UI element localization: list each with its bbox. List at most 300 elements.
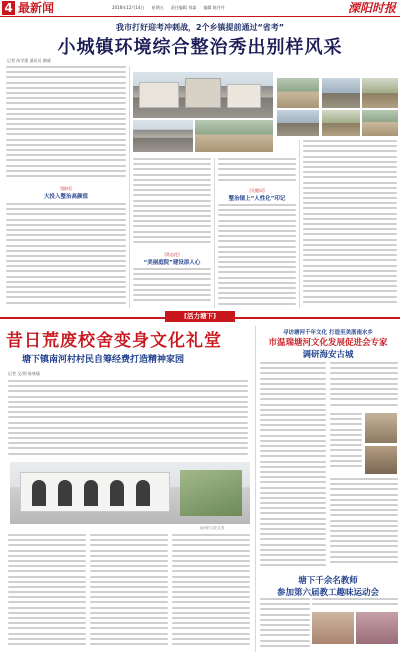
- section-tab: [活力塘下]: [165, 311, 235, 322]
- body-text-line: [8, 422, 248, 424]
- body-text-line: [8, 385, 248, 387]
- body-text-line: [260, 619, 310, 621]
- body-text-line: [218, 271, 296, 273]
- body-text-line: [303, 265, 397, 267]
- lead-photo-street-2: [133, 120, 193, 152]
- body-text-line: [6, 154, 126, 156]
- paper-logo: 溧阳时报: [347, 1, 396, 15]
- body-text-line: [303, 301, 397, 303]
- r-article-2-body-b: [312, 598, 398, 610]
- body-text-line: [330, 499, 398, 501]
- inline-heading-text: “美丽庭院”建设添人心: [143, 260, 201, 266]
- lead-inline-heading-1: [6, 186, 126, 200]
- body-text-line: [260, 440, 326, 442]
- body-text-line: [6, 260, 126, 262]
- body-text-line: [260, 378, 326, 380]
- body-text-line: [330, 367, 398, 369]
- body-text-line: [172, 576, 250, 578]
- body-text-line: [133, 215, 211, 217]
- body-text-line: [330, 372, 398, 374]
- body-text-line: [8, 447, 248, 449]
- body-text-line: [330, 540, 398, 542]
- photo-building: [139, 82, 179, 108]
- body-text-line: [90, 565, 168, 567]
- body-text-line: [260, 409, 326, 411]
- body-text-line: [8, 586, 86, 588]
- body-text-line: [6, 76, 126, 78]
- body-text-line: [303, 161, 397, 163]
- body-text-line: [6, 82, 126, 84]
- body-text-line: [260, 492, 326, 494]
- body-text-line: [330, 514, 398, 516]
- body-text-line: [260, 372, 326, 374]
- body-text-line: [218, 251, 296, 253]
- body-text-line: [303, 197, 397, 199]
- body-text-line: [6, 144, 126, 146]
- body-text-line: [330, 509, 398, 511]
- body-text-line: [260, 549, 326, 551]
- lead-body-col3: [218, 158, 296, 186]
- b-article-body-col2: [90, 534, 168, 652]
- body-text-line: [8, 622, 86, 624]
- body-text-line: [90, 570, 168, 572]
- body-text-line: [260, 445, 326, 447]
- body-text-line: [303, 233, 397, 235]
- body-text-line: [8, 638, 86, 640]
- body-text-line: [172, 617, 250, 619]
- body-text-line: [172, 612, 250, 614]
- lead-body-col1: [6, 66, 126, 184]
- body-text-line: [330, 488, 398, 490]
- body-text-line: [133, 289, 211, 291]
- body-text-line: [260, 544, 326, 546]
- r-article-1-body-col1: [260, 362, 326, 570]
- lead-body-col4: [303, 140, 397, 308]
- body-text-line: [172, 560, 250, 562]
- body-text-line: [90, 560, 168, 562]
- body-text-line: [8, 576, 86, 578]
- body-text-line: [218, 230, 296, 232]
- body-text-line: [6, 102, 126, 104]
- body-text-line: [218, 261, 296, 263]
- body-text-line: [8, 453, 248, 455]
- body-text-line: [6, 159, 126, 161]
- body-text-line: [330, 556, 398, 558]
- lead-photo-street: [133, 72, 273, 118]
- body-text-line: [133, 294, 211, 296]
- body-text-line: [172, 622, 250, 624]
- body-text-line: [330, 383, 398, 385]
- column-rule: [129, 66, 130, 308]
- body-text-line: [133, 236, 211, 238]
- lead-headline: 小城镇环境综合整治秀出别样风采: [57, 37, 343, 58]
- body-text-line: [260, 362, 326, 364]
- body-text-line: [260, 497, 326, 499]
- body-text-line: [330, 561, 398, 563]
- body-text-line: [260, 564, 326, 566]
- lead-photo-small-6: [362, 110, 398, 136]
- body-text-line: [303, 280, 397, 282]
- body-text-line: [218, 235, 296, 237]
- body-text-line: [260, 393, 326, 395]
- masthead-meta: [112, 5, 231, 11]
- body-text-line: [330, 460, 362, 462]
- body-text-line: [6, 97, 126, 99]
- body-text-line: [90, 539, 168, 541]
- body-text-line: [6, 296, 126, 298]
- body-text-line: [303, 228, 397, 230]
- body-text-line: [133, 163, 211, 165]
- body-text-line: [260, 455, 326, 457]
- body-text-line: [6, 286, 126, 288]
- body-text-line: [218, 179, 296, 181]
- body-text-line: [8, 617, 86, 619]
- body-text-line: [8, 601, 86, 603]
- body-text-line: [8, 591, 86, 593]
- body-text-line: [133, 278, 211, 280]
- body-text-line: [260, 629, 310, 631]
- body-text-line: [6, 265, 126, 267]
- body-text-line: [260, 471, 326, 473]
- body-text-line: [8, 380, 248, 382]
- body-text-line: [330, 449, 362, 451]
- body-text-line: [260, 424, 326, 426]
- body-text-line: [330, 404, 398, 406]
- body-text-line: [6, 66, 126, 68]
- body-text-line: [218, 246, 296, 248]
- r-article-2-heading: [258, 574, 398, 598]
- body-text-line: [303, 145, 397, 147]
- r-article-2-title-line1: 塘下千余名教师: [298, 576, 358, 586]
- body-text-line: [90, 617, 168, 619]
- body-text-line: [133, 241, 211, 243]
- body-text-line: [303, 285, 397, 287]
- r-article-1-photo-1: [365, 413, 397, 443]
- body-text-line: [330, 525, 398, 527]
- lead-body-col3b: [218, 204, 296, 308]
- body-text-line: [133, 194, 211, 196]
- r-article-2-photo-1: [312, 612, 354, 644]
- body-text-line: [6, 302, 126, 304]
- body-text-line: [260, 507, 326, 509]
- body-text-line: [8, 612, 86, 614]
- body-text-line: [330, 504, 398, 506]
- body-text-line: [8, 555, 86, 557]
- body-text-line: [260, 533, 326, 535]
- body-text-line: [260, 538, 326, 540]
- b-article-subtitle: 塘下镇南河村村民自筹经费打造精神家园: [22, 355, 185, 365]
- body-text-line: [218, 266, 296, 268]
- body-text-line: [303, 140, 397, 142]
- body-text-line: [172, 570, 250, 572]
- body-text-line: [172, 638, 250, 640]
- body-text-line: [8, 442, 248, 444]
- body-text-line: [303, 290, 397, 292]
- body-text-line: [218, 214, 296, 216]
- body-text-line: [8, 416, 248, 418]
- body-text-line: [260, 640, 310, 642]
- body-text-line: [133, 205, 211, 207]
- body-text-line: [218, 204, 296, 206]
- body-text-line: [303, 182, 397, 184]
- body-text-line: [90, 555, 168, 557]
- body-text-line: [303, 249, 397, 251]
- body-text-line: [303, 218, 397, 220]
- lead-photo-street-3: [195, 120, 273, 152]
- body-text-line: [303, 176, 397, 178]
- lead-body-col2b: [133, 268, 211, 308]
- body-text-line: [90, 596, 168, 598]
- body-text-line: [6, 239, 126, 241]
- lead-photo-small-3: [362, 78, 398, 108]
- lead-photo-small-4: [277, 110, 319, 136]
- body-text-line: [133, 268, 211, 270]
- body-text-line: [303, 259, 397, 261]
- body-text-line: [90, 550, 168, 552]
- body-text-line: [330, 362, 398, 364]
- body-text-line: [8, 427, 248, 429]
- r-article-1-title-line1: 市温瑞塘河文化发展促进会专家: [268, 338, 388, 348]
- body-text-line: [6, 245, 126, 247]
- body-text-line: [6, 149, 126, 151]
- page-number: 4: [2, 1, 15, 15]
- body-text-line: [6, 123, 126, 125]
- body-text-line: [303, 192, 397, 194]
- body-text-line: [90, 581, 168, 583]
- body-text-line: [303, 187, 397, 189]
- body-text-line: [90, 534, 168, 536]
- body-text-line: [133, 158, 211, 160]
- body-text-line: [172, 555, 250, 557]
- body-text-line: [218, 168, 296, 170]
- b-article-headline: 昔日荒废校舍变身文化礼堂: [6, 331, 222, 351]
- body-text-line: [260, 461, 326, 463]
- body-text-line: [6, 213, 126, 215]
- body-text-line: [133, 273, 211, 275]
- body-text-line: [303, 296, 397, 298]
- body-text-line: [90, 638, 168, 640]
- r-article-1-subtitle: 寻访塘河千年文化 打造至美浙南水乡: [283, 330, 373, 336]
- column-rule: [214, 158, 215, 308]
- body-text-line: [260, 383, 326, 385]
- r-article-1-body-col2c: [330, 478, 398, 570]
- body-text-line: [260, 512, 326, 514]
- body-text-line: [260, 388, 326, 390]
- body-text-line: [90, 643, 168, 645]
- body-text-line: [6, 208, 126, 210]
- r-article-1-body-col2: [330, 362, 398, 412]
- body-text-line: [172, 550, 250, 552]
- section-title: 最新闻: [18, 1, 55, 15]
- body-text-line: [303, 213, 397, 215]
- body-text-line: [330, 393, 398, 395]
- designer-credit: 编辑 陈丹丹: [203, 5, 225, 10]
- body-text-line: [260, 429, 326, 431]
- body-text-line: [260, 476, 326, 478]
- body-text-line: [172, 601, 250, 603]
- body-text-line: [218, 220, 296, 222]
- body-text-line: [218, 256, 296, 258]
- body-text-line: [8, 544, 86, 546]
- body-text-line: [90, 586, 168, 588]
- body-text-line: [330, 398, 398, 400]
- body-text-line: [8, 560, 86, 562]
- body-text-line: [218, 240, 296, 242]
- body-text-line: [8, 607, 86, 609]
- body-text-line: [218, 158, 296, 160]
- body-text-line: [133, 179, 211, 181]
- body-text-line: [8, 406, 248, 408]
- body-text-line: [172, 565, 250, 567]
- body-text-line: [260, 487, 326, 489]
- body-text-line: [172, 607, 250, 609]
- body-text-line: [6, 250, 126, 252]
- issue-date: 2018年12月14日: [112, 5, 145, 10]
- body-text-line: [172, 534, 250, 536]
- body-text-line: [218, 209, 296, 211]
- body-text-line: [218, 282, 296, 284]
- body-text-line: [8, 581, 86, 583]
- body-text-line: [260, 404, 326, 406]
- body-text-line: [8, 396, 248, 398]
- body-text-line: [90, 591, 168, 593]
- body-text-line: [260, 624, 310, 626]
- body-text-line: [8, 401, 248, 403]
- body-text-line: [90, 612, 168, 614]
- body-text-line: [6, 139, 126, 141]
- body-text-line: [133, 200, 211, 202]
- body-text-line: [330, 413, 362, 415]
- body-text-line: [330, 494, 398, 496]
- body-text-line: [172, 596, 250, 598]
- lead-body-col2: [133, 158, 211, 250]
- body-text-line: [133, 284, 211, 286]
- body-text-line: [90, 607, 168, 609]
- body-text-line: [133, 168, 211, 170]
- body-text-line: [330, 378, 398, 380]
- body-text-line: [172, 544, 250, 546]
- lead-body-col1b: [6, 203, 126, 311]
- inline-heading-text: 整治镜上“人性化”印记: [228, 196, 286, 202]
- body-text-line: [260, 554, 326, 556]
- body-text-line: [8, 437, 248, 439]
- lead-inline-heading-3: [218, 188, 296, 202]
- body-text-line: [90, 601, 168, 603]
- body-text-line: [330, 418, 362, 420]
- b-article-photo: [10, 462, 250, 524]
- body-text-line: [6, 234, 126, 236]
- body-text-line: [303, 171, 397, 173]
- body-text-line: [218, 163, 296, 165]
- body-text-line: [218, 292, 296, 294]
- body-text-line: [90, 633, 168, 635]
- column-rule: [299, 140, 300, 308]
- body-text-line: [6, 113, 126, 115]
- body-text-line: [330, 520, 398, 522]
- body-text-line: [303, 275, 397, 277]
- lead-photo-small-2: [322, 78, 360, 108]
- body-text-line: [6, 203, 126, 205]
- photo-arch: [110, 480, 124, 506]
- body-text-line: [172, 643, 250, 645]
- body-text-line: [6, 270, 126, 272]
- body-text-line: [260, 414, 326, 416]
- body-text-line: [330, 478, 398, 480]
- b-article-body-col1: [8, 534, 86, 652]
- r-article-2-photo-2: [356, 612, 398, 644]
- body-text-line: [8, 565, 86, 567]
- body-text-line: [330, 551, 398, 553]
- body-text-line: [133, 220, 211, 222]
- r-article-2-body: [260, 598, 310, 652]
- body-text-line: [172, 581, 250, 583]
- body-text-line: [6, 175, 126, 177]
- body-text-line: [218, 287, 296, 289]
- inline-tag: [关键词]: [249, 188, 265, 193]
- body-text-line: [133, 184, 211, 186]
- body-text-line: [6, 133, 126, 135]
- body-text-line: [172, 586, 250, 588]
- body-text-line: [8, 539, 86, 541]
- lead-photo-small-1: [277, 78, 319, 108]
- r-article-1-photo-2: [365, 446, 397, 474]
- body-text-line: [260, 608, 310, 610]
- body-text-line: [133, 189, 211, 191]
- photo-arch: [136, 480, 150, 506]
- body-text-line: [6, 170, 126, 172]
- body-text-line: [6, 71, 126, 73]
- body-text-line: [260, 523, 326, 525]
- body-text-line: [260, 603, 310, 605]
- body-text-line: [260, 466, 326, 468]
- body-text-line: [8, 643, 86, 645]
- body-text-line: [330, 439, 362, 441]
- body-text-line: [6, 128, 126, 130]
- body-text-line: [218, 174, 296, 176]
- body-text-line: [172, 633, 250, 635]
- body-text-line: [303, 244, 397, 246]
- body-text-line: [260, 518, 326, 520]
- photo-garden: [180, 470, 242, 516]
- body-text-line: [6, 118, 126, 120]
- b-article-photo-caption: 南河村文化礼堂: [200, 526, 225, 530]
- body-text-line: [303, 239, 397, 241]
- body-text-line: [90, 576, 168, 578]
- photo-building: [227, 84, 261, 108]
- body-text-line: [6, 291, 126, 293]
- r-article-1-title-line2: 调研海安古城: [302, 350, 354, 360]
- body-text-line: [330, 434, 362, 436]
- body-text-line: [6, 255, 126, 257]
- body-text-line: [172, 539, 250, 541]
- body-text-line: [218, 225, 296, 227]
- body-text-line: [218, 303, 296, 305]
- body-text-line: [260, 645, 310, 647]
- body-text-line: [260, 367, 326, 369]
- photo-arch: [32, 480, 46, 506]
- body-text-line: [6, 108, 126, 110]
- body-text-line: [6, 276, 126, 278]
- photo-arch: [84, 480, 98, 506]
- body-text-line: [218, 297, 296, 299]
- body-text-line: [133, 231, 211, 233]
- body-text-line: [172, 591, 250, 593]
- body-text-line: [260, 419, 326, 421]
- body-text-line: [260, 559, 326, 561]
- body-text-line: [8, 570, 86, 572]
- body-text-line: [303, 270, 397, 272]
- issue-day: 星期五: [151, 5, 164, 10]
